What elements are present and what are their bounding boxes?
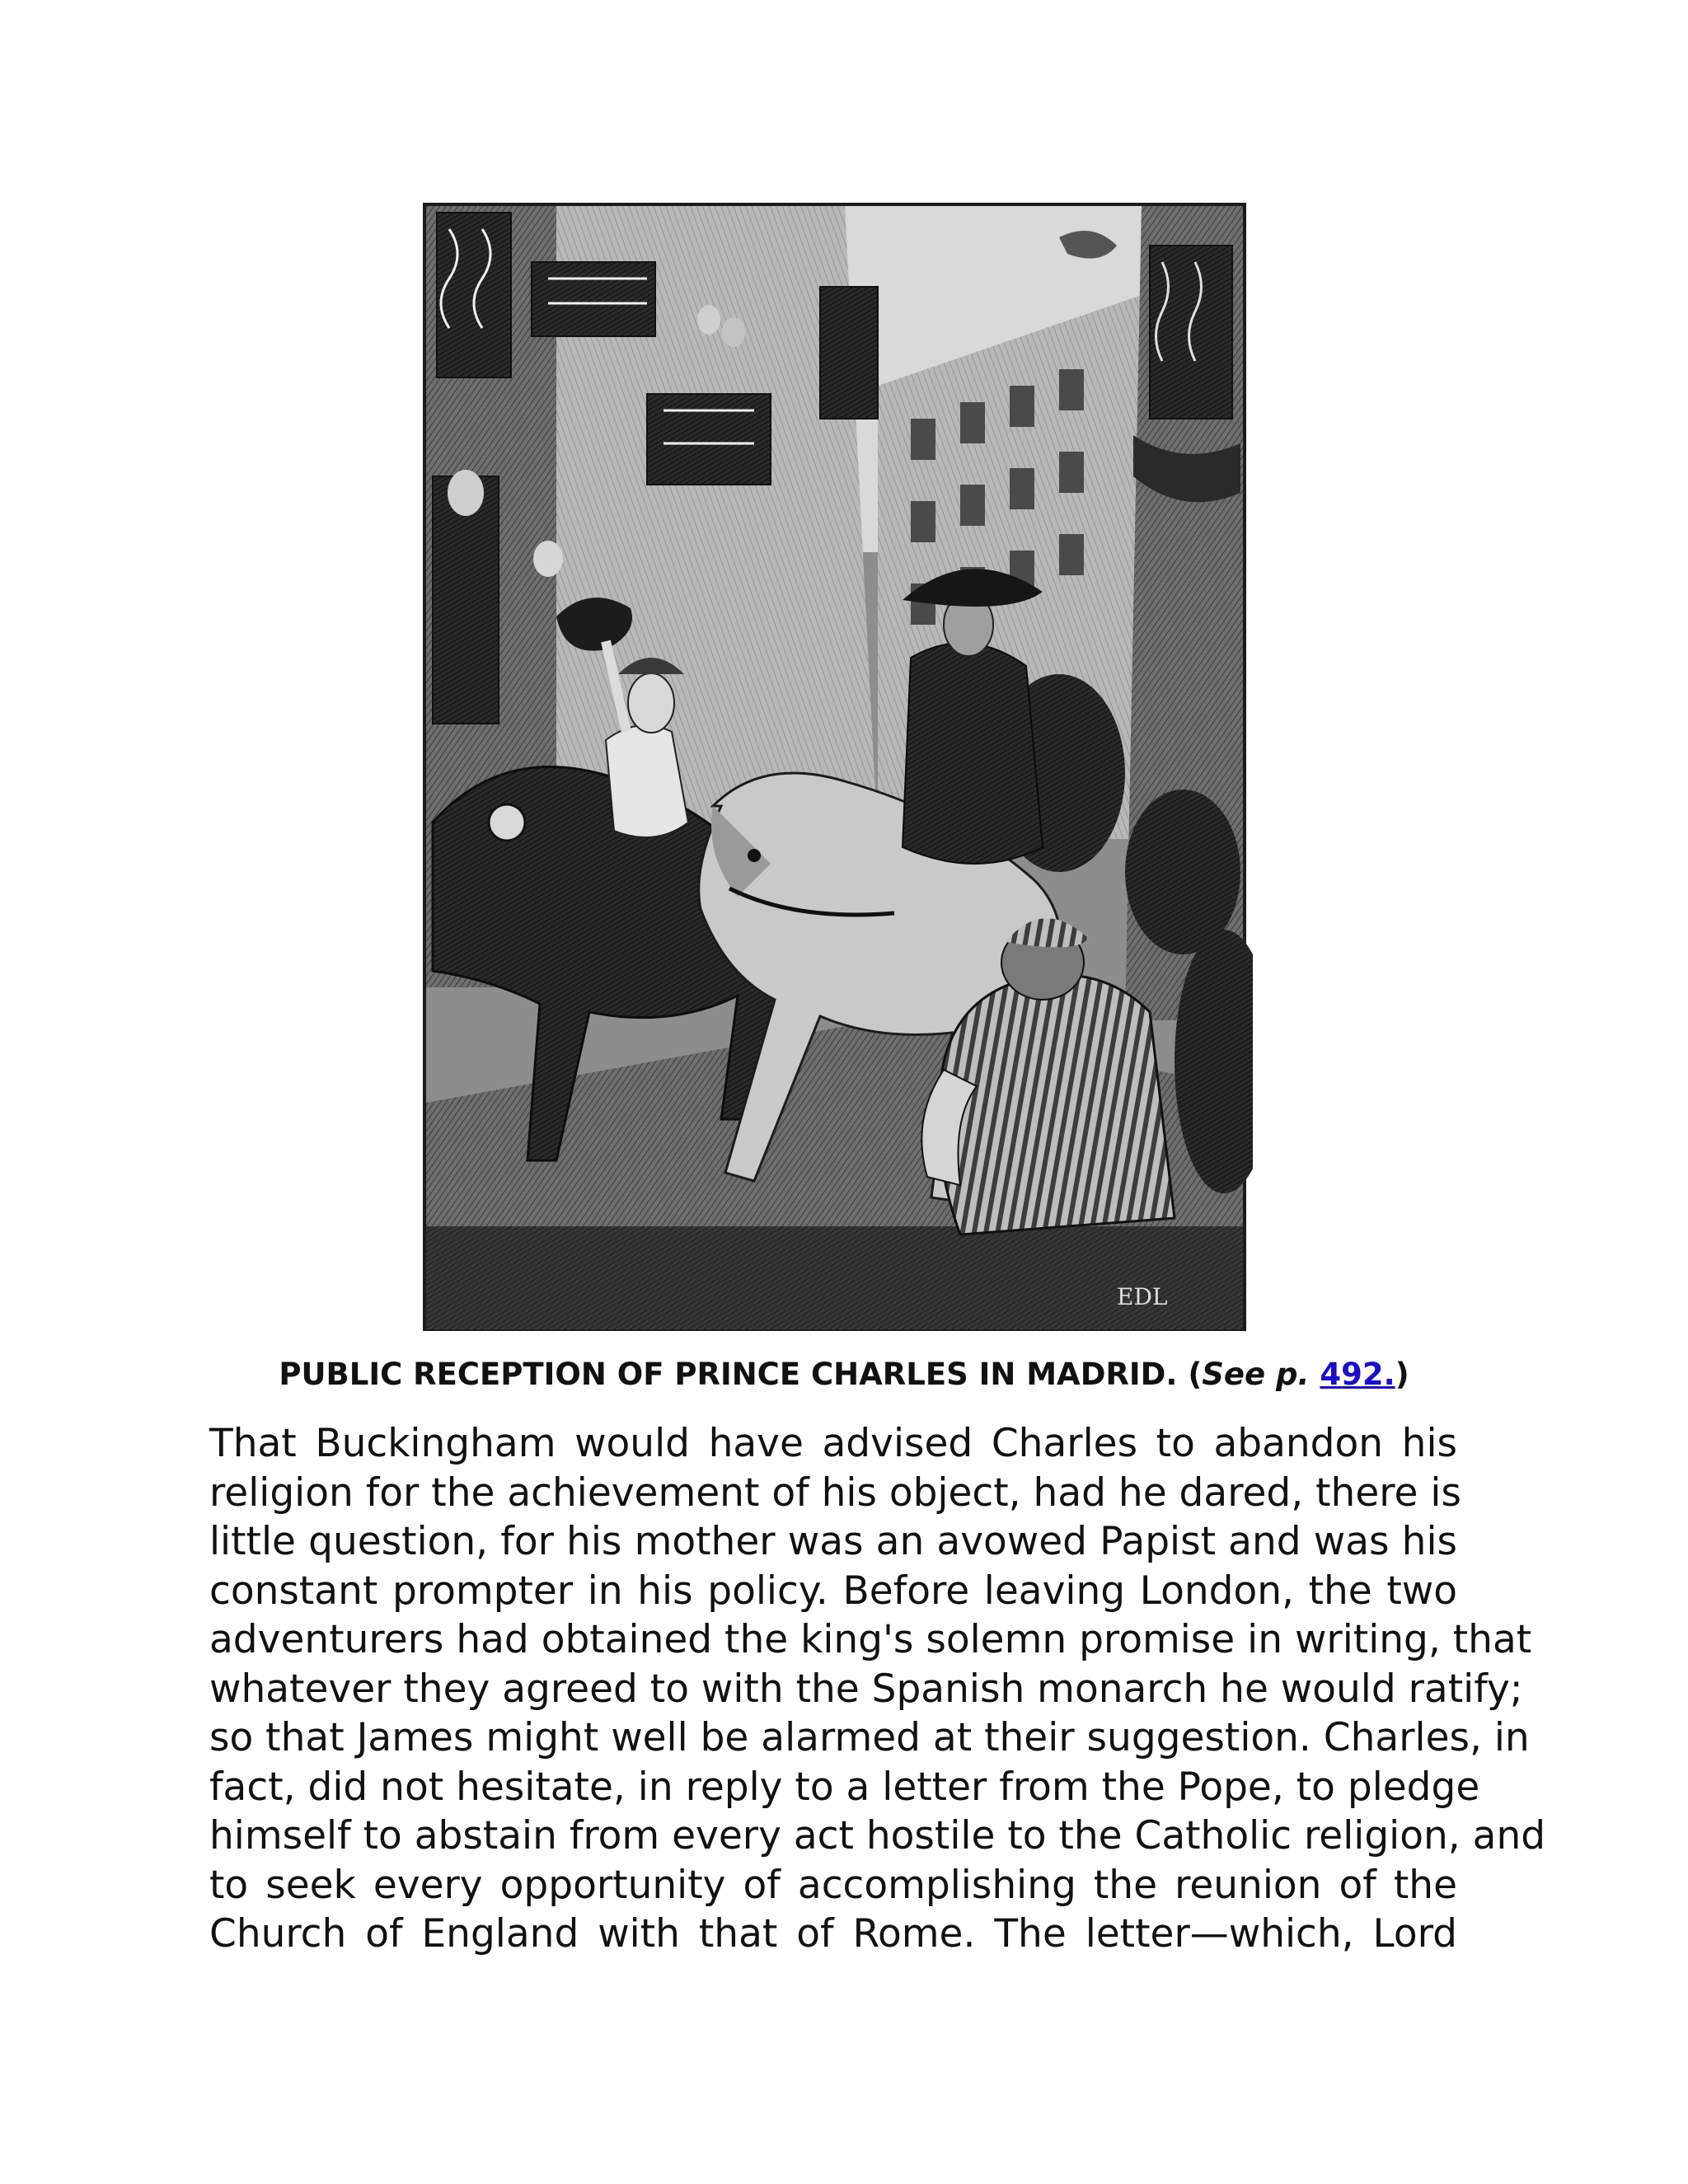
engraving-image bbox=[416, 196, 1253, 1338]
engraving-illustration bbox=[416, 196, 1253, 1338]
caption-title: PUBLIC RECEPTION OF PRINCE CHARLES IN MADRID. bbox=[279, 1357, 1178, 1392]
page-reference-link[interactable]: 492. bbox=[1320, 1357, 1395, 1392]
text-line: adventurers had obtained the king's solemn promise in writing, that bbox=[209, 1617, 1532, 1662]
text-line: That Buckingham would have advised Charles to abandon his bbox=[209, 1421, 1457, 1466]
text-line: Church of England with that of Rome. The letter—which, Lord bbox=[209, 1911, 1457, 1957]
caption-open-paren: ( bbox=[1188, 1357, 1203, 1392]
text-line: so that James might well be alarmed at their suggestion. Charles, in bbox=[209, 1715, 1530, 1760]
caption-close-paren: ) bbox=[1395, 1357, 1409, 1392]
text-line: little question, for his mother was an avowed Papist and was his bbox=[209, 1519, 1457, 1564]
text-line: religion for the achievement of his object, had he dared, there is bbox=[209, 1469, 1461, 1516]
text-line: to seek every opportunity of accomplishing the reunion of the bbox=[209, 1862, 1457, 1908]
caption-see-reference: See p. bbox=[1202, 1357, 1310, 1392]
body-paragraph bbox=[209, 1419, 1546, 1959]
engraver-signature: EDL bbox=[1117, 1283, 1168, 1310]
text-line: whatever they agreed to with the Spanish monarch he would ratify; bbox=[209, 1666, 1523, 1712]
illustration-caption bbox=[0, 1357, 1688, 1393]
text-line: fact, did not hesitate, in reply to a letter from the Pope, to pledge bbox=[209, 1764, 1480, 1810]
text-line: himself to abstain from every act hostile to the Catholic religion, and bbox=[209, 1813, 1546, 1858]
text-line: constant prompter in his policy. Before leaving London, the two bbox=[209, 1568, 1457, 1614]
